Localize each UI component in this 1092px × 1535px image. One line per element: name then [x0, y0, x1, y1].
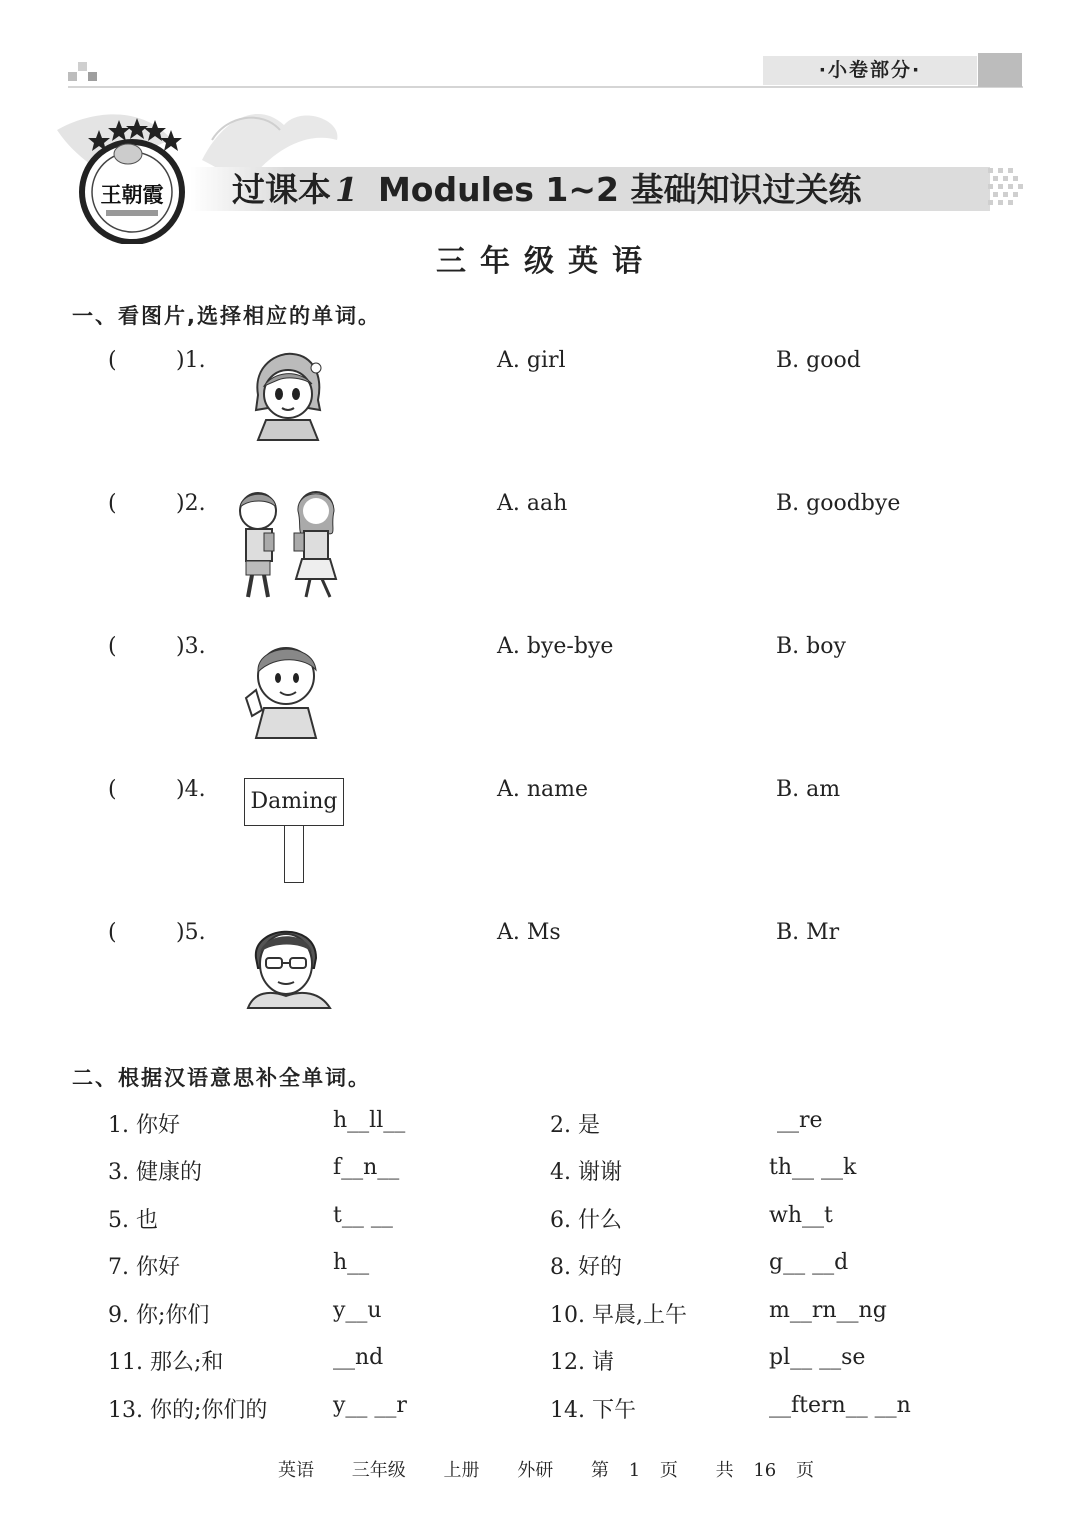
logo-emblem — [76, 116, 188, 244]
item-word-blank[interactable]: th__ __k — [769, 1155, 857, 1180]
footer-grade: 三年级 — [351, 1460, 406, 1481]
section-tab-block — [978, 53, 1022, 87]
item-meaning: 1. 你好 — [108, 1113, 180, 1138]
question-row — [0, 348, 1092, 488]
item-word-blank[interactable]: pl__ __se — [769, 1345, 866, 1370]
item-word-blank[interactable]: t__ __ — [333, 1203, 393, 1228]
paren-open: ( — [108, 777, 117, 802]
part2-heading: 二、根据汉语意思补全单词。 — [72, 1066, 371, 1090]
option-a[interactable]: A. girl — [497, 348, 566, 373]
fill-row — [0, 1345, 1092, 1385]
fill-row — [0, 1298, 1092, 1338]
item-meaning: 11. 那么;和 — [108, 1350, 224, 1375]
option-a[interactable]: A. aah — [497, 491, 568, 516]
item-meaning: 14. 下午 — [550, 1398, 636, 1423]
footer-subject: 英语 — [278, 1460, 315, 1481]
item-meaning: 2. 是 — [550, 1113, 600, 1138]
svg-text:王朝霞: 王朝霞 — [100, 182, 164, 207]
footer-publisher: 外研 — [517, 1460, 554, 1481]
man-picture — [244, 918, 334, 1010]
girl-picture — [248, 350, 328, 442]
option-b[interactable]: B. boy — [776, 634, 846, 659]
item-meaning: 3. 健康的 — [108, 1160, 202, 1185]
name-sign-picture: Daming — [244, 778, 344, 826]
question-number: )3. — [176, 634, 206, 659]
footer-total: 共 16 页 — [715, 1460, 814, 1481]
item-word-blank[interactable]: __ftern__ __n — [769, 1393, 911, 1418]
fill-row — [0, 1155, 1092, 1195]
paren-open: ( — [108, 634, 117, 659]
fill-row — [0, 1393, 1092, 1433]
option-a[interactable]: A. bye-bye — [497, 634, 614, 659]
section-tab: ·小卷部分· — [763, 56, 977, 85]
item-meaning: 9. 你;你们 — [108, 1303, 210, 1328]
question-row — [0, 920, 1092, 1060]
corner-decoration — [68, 62, 108, 86]
item-meaning: 8. 好的 — [550, 1255, 622, 1280]
item-word-blank[interactable]: wh__t — [769, 1203, 833, 1228]
title-number: 1 — [335, 170, 358, 209]
option-b[interactable]: B. am — [776, 777, 841, 802]
item-word-blank[interactable]: m__rn__ng — [769, 1298, 887, 1323]
item-word-blank[interactable]: g__ __d — [769, 1250, 849, 1275]
option-b[interactable]: B. Mr — [776, 920, 840, 945]
page-subtitle: 三年级英语 — [436, 244, 656, 279]
part1-heading: 一、看图片,选择相应的单词。 — [72, 304, 381, 328]
paren-open: ( — [108, 491, 117, 516]
option-a[interactable]: A. name — [497, 777, 589, 802]
paren-open: ( — [108, 348, 117, 373]
item-meaning: 6. 什么 — [550, 1208, 622, 1233]
footer-volume: 上册 — [443, 1460, 480, 1481]
item-meaning: 7. 你好 — [108, 1255, 180, 1280]
question-row — [0, 777, 1092, 917]
item-word-blank[interactable]: __nd — [333, 1345, 384, 1370]
item-word-blank[interactable]: y__u — [333, 1298, 382, 1323]
item-word-blank[interactable]: f__n__ — [333, 1155, 400, 1180]
footer-page: 第 1 页 — [590, 1460, 678, 1481]
item-meaning: 10. 早晨,上午 — [550, 1303, 687, 1328]
option-b[interactable]: B. good — [776, 348, 861, 373]
question-row — [0, 491, 1092, 631]
item-word-blank[interactable]: __re — [777, 1108, 823, 1133]
option-b[interactable]: B. goodbye — [776, 491, 901, 516]
option-a[interactable]: A. Ms — [497, 920, 561, 945]
title-dots-decoration — [986, 166, 1026, 210]
fill-row — [0, 1108, 1092, 1148]
question-number: )1. — [176, 348, 206, 373]
item-meaning: 12. 请 — [550, 1350, 614, 1375]
item-word-blank[interactable]: h__ — [333, 1250, 370, 1275]
item-word-blank[interactable]: h__ll__ — [333, 1108, 406, 1133]
boy-picture — [242, 638, 322, 742]
sign-post — [284, 825, 304, 883]
fill-row — [0, 1250, 1092, 1290]
fill-row — [0, 1203, 1092, 1243]
question-number: )2. — [176, 491, 206, 516]
header-rule — [68, 86, 1023, 88]
title-main: Modules 1~2 基础知识过关练 — [377, 170, 862, 209]
item-word-blank[interactable]: y__ __r — [333, 1393, 407, 1418]
paren-open: ( — [108, 920, 117, 945]
item-meaning: 13. 你的;你们的 — [108, 1398, 268, 1423]
item-meaning: 5. 也 — [108, 1208, 158, 1233]
item-meaning: 4. 谢谢 — [550, 1160, 622, 1185]
page-title — [232, 164, 861, 211]
question-row — [0, 634, 1092, 774]
boy-and-girl-picture — [226, 487, 344, 603]
page-footer — [0, 1456, 1092, 1482]
title-prefix: 过课本 — [232, 170, 331, 209]
question-number: )4. — [176, 777, 206, 802]
question-number: )5. — [176, 920, 206, 945]
